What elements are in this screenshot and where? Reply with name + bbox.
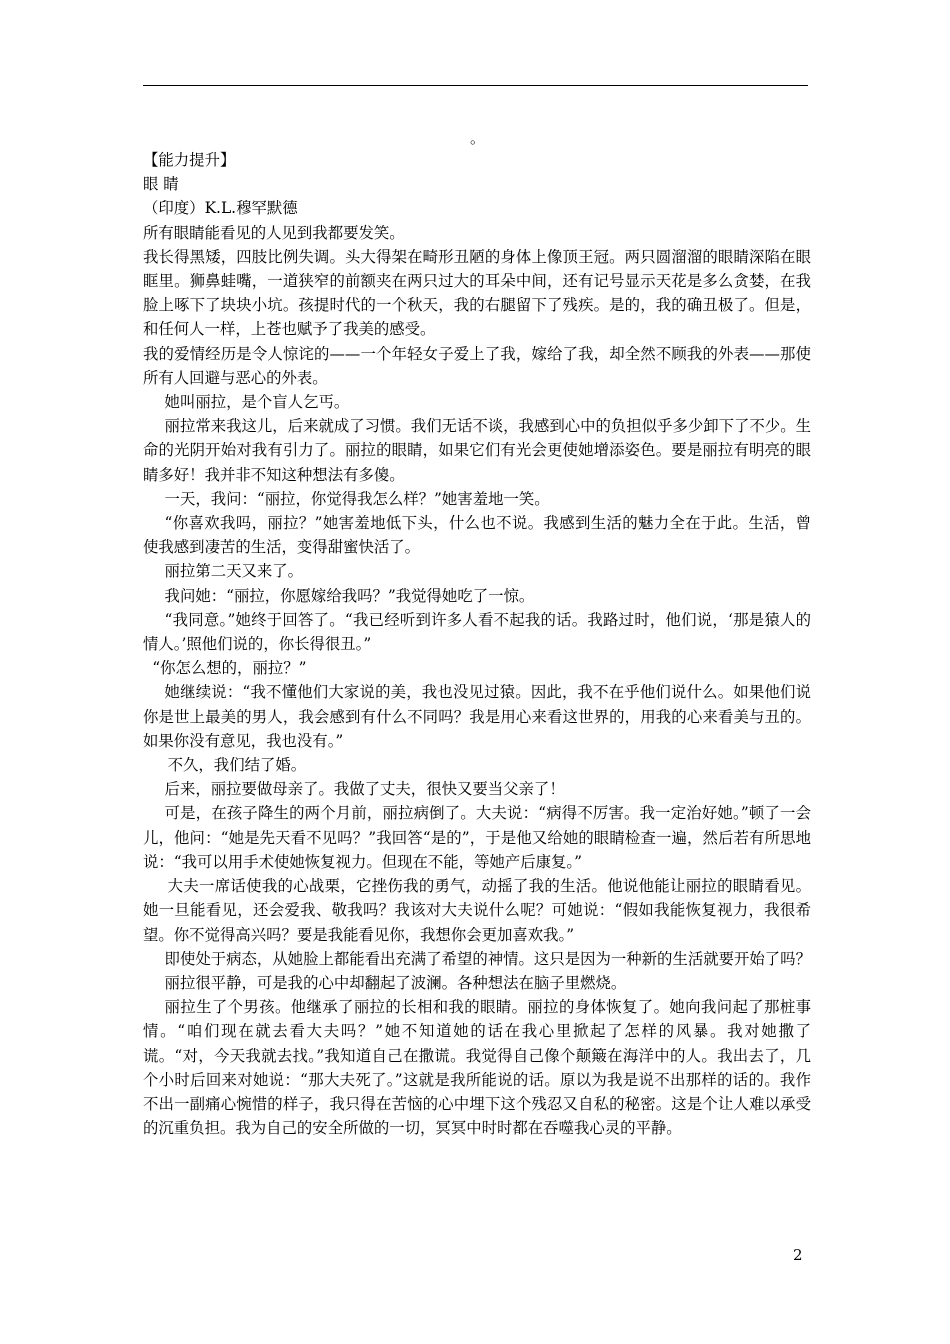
paragraph: 即使处于病态，从她脸上都能看出充满了希望的神情。这只是因为一种新的生活就要开始了吗？ [164, 949, 811, 968]
paragraph: “你怎么想的，丽拉？” [152, 659, 307, 678]
paragraph: 我长得黑矮，四肢比例失调。头大得架在畸形丑陋的身体上像顶王冠。两只圆溜溜的眼睛深陷在眼眶里。狮鼻蛙嘴，一道狭窄的前额夹在两只过大的耳朵中间，还有记号显示天花是多么贪婪，在我脸上啄下了块块小坑。孩提时代的一个秋天，我的右腿留下了残疾。是的，我的确丑极了。但是，和任何人一样，上苍也赋予了我美的感受。 [143, 247, 811, 339]
paragraph: “我同意。”她终于回答了。“我已经听到许多人看不起我的话。我路过时，他们说，‘那是猿人的情人。’照他们说的，你长得很丑。” [143, 610, 811, 654]
header-rule [143, 85, 808, 86]
paragraph: 大夫一席话使我的心战栗，它挫伤我的勇气，动摇了我的生活。他说他能让丽拉的眼睛看见。她一旦能看见，还会爱我、敬我吗？我该对大夫说什么呢？可她说：“假如我能恢复视力，我很希望。你不觉得高兴吗？要是我能看见你，我想你会更加喜欢我。” [143, 877, 811, 944]
paragraph: 她继续说：“我不懂他们大家说的美，我也没见过猿。因此，我不在乎他们说什么。如果他们说你是世上最美的男人，我会感到有什么不同吗？我是用心来看这世界的，用我的心来看美与丑的。如果你没有意见，我也没有。” [143, 683, 811, 750]
story-author: （印度）K.L.穆罕默德 [143, 199, 298, 218]
paragraph: 丽拉常来我这儿，后来就成了习惯。我们无话不谈，我感到心中的负担似乎多少卸下了不少。生命的光阴开始对我有引力了。丽拉的眼睛，如果它们有光会更使她增添姿色。要是丽拉有明亮的眼睛多好！我并非不知这种想法有多傻。 [143, 417, 811, 484]
paragraph: 可是，在孩子降生的两个月前，丽拉病倒了。大夫说：“病得不厉害。我一定治好她。”顿了一会儿，他问：“她是先天看不见吗？”我回答“是的”，于是他又给她的眼睛检查一遍，然后若有所思地说：“我可以用手术使她恢复视力。但现在不能，等她产后康复。” [143, 804, 811, 871]
paragraph: 她叫丽拉，是个盲人乞丐。 [164, 393, 350, 412]
paragraph: 丽拉第二天又来了。 [164, 562, 304, 581]
paragraph: 后来，丽拉要做母亲了。我做了丈夫，很快又要当父亲了！ [164, 780, 565, 799]
paragraph: 我的爱情经历是令人惊诧的——一个年轻女子爱上了我，嫁给了我，却全然不顾我的外表——那使所有人回避与恶心的外表。 [143, 344, 811, 387]
section-label: 【能力提升】 [143, 151, 236, 169]
document-body [143, 148, 811, 1140]
paragraph: 所有眼睛能看见的人见到我都要发笑。 [143, 223, 405, 242]
page-number: 2 [793, 1246, 803, 1264]
paragraph: 丽拉生了个男孩。他继承了丽拉的长相和我的眼睛。丽拉的身体恢复了。她向我问起了那桩事情。“咱们现在就去看大夫吗？”她不知道她的话在我心里掀起了怎样的风暴。我对她撒了谎。“对，今天我就去找。”我知道自己在撒谎。我觉得自己像个颠簸在海洋中的人。我出去了，几个小时后回来对她说：“那大夫死了。”这就是我所能说的话。原以为我是说不出那样的话的。我作不出一副痛心惋惜的样子，我只得在苦恼的心中埋下这个残忍又自私的秘密。这是个让人难以承受的沉重负担。我为自己的安全所做的一切，冥冥中时时都在吞噬我心灵的平静。 [143, 998, 811, 1138]
paragraph: 我问她：“丽拉，你愿嫁给我吗？”我觉得她吃了一惊。 [164, 586, 535, 605]
header-mark: 。 [470, 129, 486, 147]
paragraph: 丽拉很平静，可是我的心中却翻起了波澜。各种想法在脑子里燃烧。 [164, 973, 627, 992]
story-title: 眼 睛 [143, 175, 179, 194]
paragraph: 一天，我问：“丽拉，你觉得我怎么样？”她害羞地一笑。 [164, 489, 550, 508]
paragraph: 不久，我们结了婚。 [167, 756, 307, 775]
paragraph: “你喜欢我吗，丽拉？”她害羞地低下头，什么也不说。我感到生活的魅力全在于此。生活，曾使我感到凄苦的生活，变得甜蜜快活了。 [143, 514, 811, 557]
